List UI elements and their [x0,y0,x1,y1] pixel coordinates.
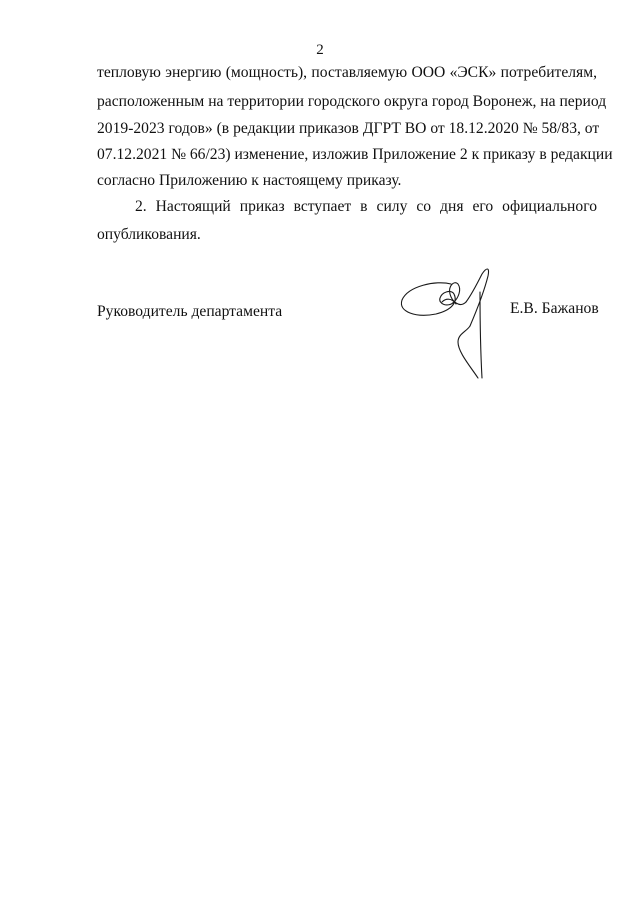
body-line: тепловую энергию (мощность), поставляемую ООО «ЭСК» потребителям, [97,64,597,81]
paragraph-2-line: 2. Настоящий приказ вступает в силу со дня его официального [135,198,597,215]
body-line: 2019-2023 годов» (в редакции приказов ДГРТ ВО от 18.12.2020 № 58/83, от [97,120,600,137]
body-line: расположенным на территории городского округа город Воронеж, на период [97,93,607,110]
page-number: 2 [316,42,324,58]
handwritten-signature [396,262,506,382]
body-line: 07.12.2021 № 66/23) изменение, изложив Приложение 2 к приказу в редакции [97,146,613,163]
signer-name: Е.В. Бажанов [510,300,599,317]
signer-position-title: Руководитель департамента [97,303,283,320]
paragraph-2-line: опубликования. [97,226,201,243]
body-line: согласно Приложению к настоящему приказу. [97,172,402,189]
